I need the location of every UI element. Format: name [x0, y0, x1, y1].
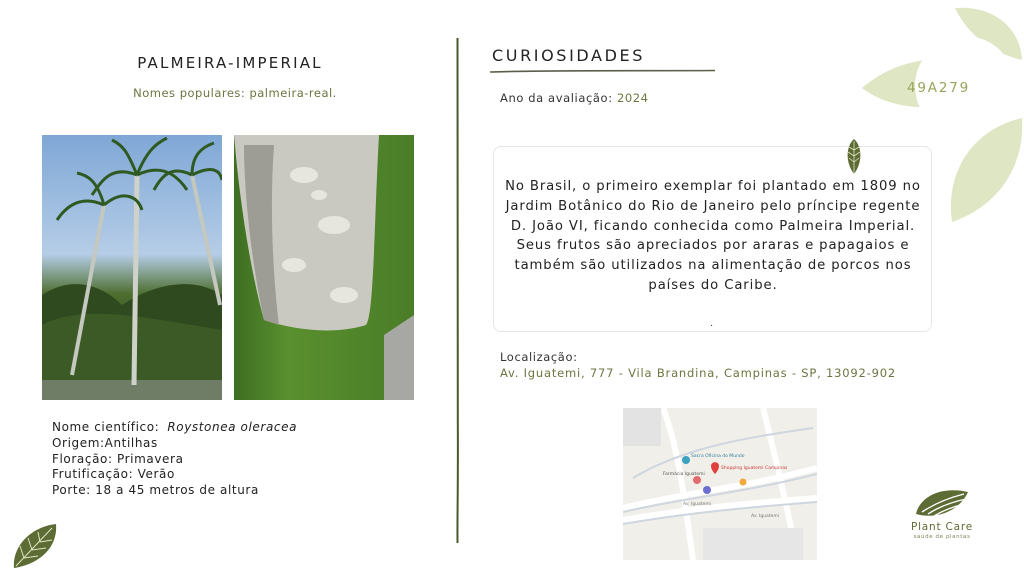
location-address: Av. Iguatemi, 777 - Vila Brandina, Campinas - SP, 13092-902: [500, 366, 896, 380]
curiosity-trailing-dot: .: [710, 318, 714, 329]
scientific-name-value: Roystonea oleracea: [167, 420, 298, 434]
scientific-name-row: [52, 420, 297, 436]
evaluation-code: 49A279: [907, 80, 970, 96]
curiosity-text: No Brasil, o primeiro exemplar foi plantado em 1809 no Jardim Botânico do Rio de Janeiro pelo príncipe regente D. João VI, ficando conhecida como Palmeira Imperial. Seus frutos são apreciados por araras e papagaios e também são utilizados na alimentação de porcos nos países do Caribe.: [505, 179, 921, 293]
location-label: Localização:: [500, 350, 578, 364]
curiosities-underline: [490, 68, 715, 74]
map-label-1: Sacra Oficina do Mundo: [691, 454, 745, 459]
evaluation-year: [500, 91, 649, 105]
map-label-2: Shopping Iguatemi Campinas: [721, 466, 788, 471]
leaf-icon: [844, 138, 864, 178]
popular-names-label: Nomes populares:: [133, 86, 246, 100]
map-label-4: Av. Iguatemi: [683, 502, 711, 507]
fruiting-row: Frutificação: Verão: [52, 467, 175, 482]
evaluation-year-label: Ano da avaliação:: [500, 91, 613, 105]
origin-row: Origem:Antilhas: [52, 435, 158, 450]
palm-trees-photo: [42, 135, 222, 400]
plant-care-logo-icon: [914, 486, 970, 520]
popular-names: [90, 86, 380, 100]
evaluation-year-value: 2024: [616, 91, 649, 105]
curiosities-title: CURIOSIDADES: [492, 46, 645, 65]
plant-info: [52, 420, 297, 499]
column-divider: [456, 38, 459, 543]
flowering-row: Floração: Primavera: [52, 451, 184, 466]
page-title: PALMEIRA-IMPERIAL: [137, 54, 323, 72]
brand-tagline: saúde de plantas: [913, 534, 971, 540]
size-row: Porte: 18 a 45 metros de altura: [52, 483, 259, 498]
scientific-name-label: Nome científico:: [52, 420, 160, 434]
brand-name: Plant Care: [910, 521, 974, 533]
decorative-leaf-bottom-left: [10, 522, 60, 570]
location-map[interactable]: [623, 408, 817, 560]
popular-names-value: palmeira-real.: [249, 86, 337, 100]
palm-trunk-photo: [234, 135, 414, 400]
map-label-5: Av. Iguatemi: [751, 514, 779, 519]
map-label-3: Farmácia Iguatemi: [663, 472, 705, 477]
